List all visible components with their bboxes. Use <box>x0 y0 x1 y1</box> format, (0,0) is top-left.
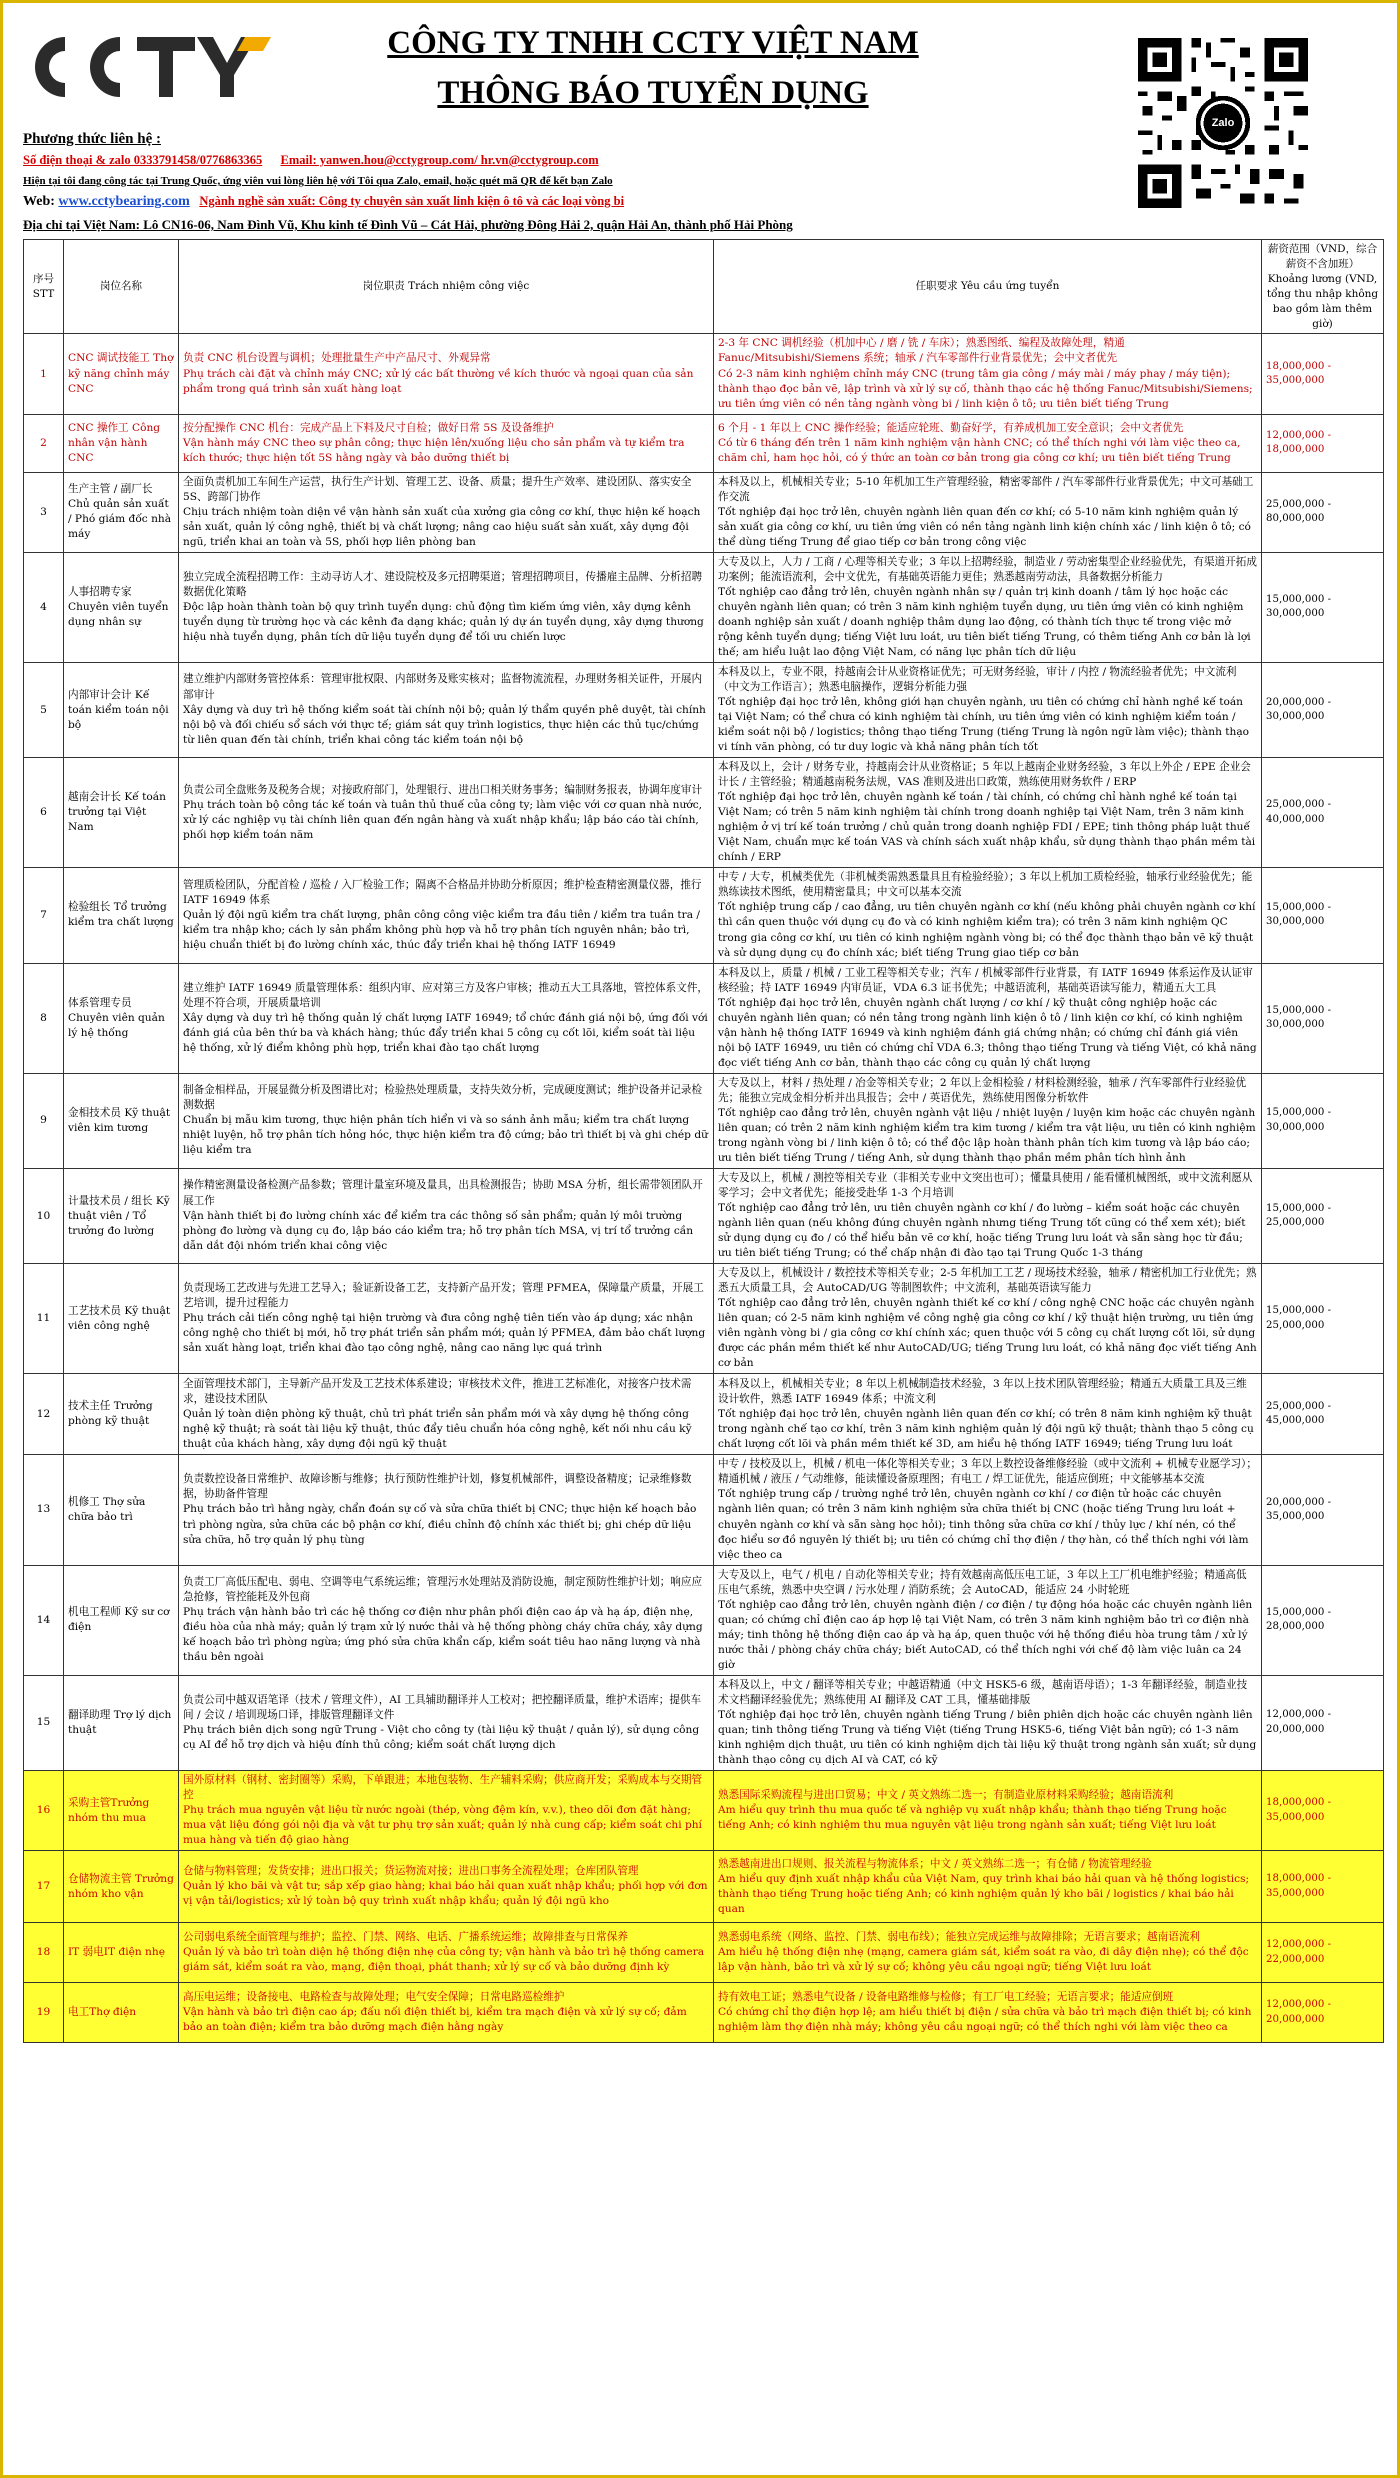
position-name: 翻译助理 Trợ lý dịch thuật <box>68 1708 172 1736</box>
ccty-logo <box>25 31 275 103</box>
requirements-chinese: 大专及以上，机械 / 测控等相关专业（非相关专业中文突出也可）；懂量具使用 / 能看懂机械图纸，或中文流利愿从零学习；会中文者优先；能接受赴华 1-3 个月培训 <box>718 1171 1253 1199</box>
duty-chinese: 负责公司中越双语笔译（技术 / 管理文件），AI 工具辅助翻译并人工校对；把控翻译质量，维护术语库；提供车间 / 会议 / 培训现场口译，排版管理翻译文件 <box>183 1693 702 1721</box>
cell-duty <box>179 963 714 1073</box>
duty-vietnamese: Chuẩn bị mẫu kim tương, thực hiện phân tích hiển vi và so sánh ảnh mẫu; kiểm tra chất lượng nhiệt luyện, hỗ trợ phân tích hỏng hóc, thực hiện kiểm tra độ cứng; bảo trì thiết bị và ghi chép dữ liệu kiểm tra <box>183 1114 708 1157</box>
salary-range: 15,000,000 - 30,000,000 <box>1266 1004 1332 1031</box>
row-number: 15 <box>36 1716 51 1729</box>
phone-zalo[interactable]: Số điện thoại & zalo 0333791458/0776863365 <box>23 153 263 167</box>
cell-duty <box>179 1455 714 1565</box>
requirements-chinese: 大专及以上，人力 / 工商 / 心理等相关专业；3 年以上招聘经验，制造业 / 劳动密集型企业经验优先，有渠道开拓成功案例；能流语流利，会中文优先，有基础英语能力更佳；熟悉越南劳动法，具备数据分析能力 <box>718 555 1257 583</box>
duty-chinese: 公司弱电系统全面管理与维护；监控、门禁、网络、电话、广播系统运维；故障排查与日常保养 <box>183 1931 628 1944</box>
requirements-chinese: 本科及以上，专业不限，持越南会计从业资格证优先；可无财务经验，审计 / 内控 / 物流经验者优先；中文流利（中文为工作语言）；熟悉电脑操作，逻辑分析能力强 <box>718 665 1237 693</box>
row-number: 13 <box>36 1503 51 1516</box>
cell-position <box>64 1923 179 1983</box>
cell-requirements <box>714 1675 1262 1770</box>
cell-requirements <box>714 1073 1262 1168</box>
cell-salary <box>1262 1675 1384 1770</box>
requirements-vietnamese: Tốt nghiệp đại học trở lên, chuyên ngành tiếng Trung / biên phiên dịch hoặc các chuyên ngành liên quan; tinh thông tiếng Trung và tiếng Việt (tiếng Trung HSK5-6, tiếng Việt bản ngữ); có 1-3 năm kinh nghiệm dịch thuật, ưu tiên có kinh nghiệm dịch tài liệu kỹ thuật trong ngành sản xuất; sử dụng thành thạo công cụ dịch AI và CAT, có kỹ <box>718 1708 1257 1766</box>
salary-range: 20,000,000 - 35,000,000 <box>1266 1496 1332 1522</box>
table-row <box>24 1073 1384 1168</box>
cell-position <box>64 552 179 662</box>
position-name: 采购主管Trưởng nhóm thu mua <box>68 1796 150 1824</box>
cell-salary <box>1262 552 1384 662</box>
salary-range: 15,000,000 - 30,000,000 <box>1266 593 1332 620</box>
duty-chinese: 操作精密测量设备检测产品参数；管理计量室环境及量具，出具检测报告；协助 MSA 分析，组长需带领团队开展工作 <box>183 1179 703 1207</box>
requirements-vietnamese: Tốt nghiệp cao đẳng trở lên, chuyên ngành vật liệu / nhiệt luyện / luyện kim hoặc các chuyên ngành liên quan; có trên 2 năm kinh nghiệm kiểm tra kim tương / kiểm tra vật liệu, ưu tiên có kinh nghiệm trong ngành vòng bi / linh kiện ô tô; có thể độc lập hoàn thành phân tích kim tương và lập báo cáo; ưu tiên biết tiếng Trung / tiếng Anh, sử dụng thành thạo phần mềm phân tích hình ảnh <box>718 1106 1256 1164</box>
cell-requirements <box>714 552 1262 662</box>
position-name: 检验组长 Tổ trưởng kiểm tra chất lượng <box>68 901 174 929</box>
cell-stt <box>24 1264 64 1374</box>
requirements-chinese: 大专及以上，电气 / 机电 / 自动化等相关专业；持有效越南高低压电工证，3 年以上工厂机电维护经验；精通高低压电气系统，熟悉中央空调 / 污水处理 / 消防系统；会 AutoCAD，能适应 24 小时轮班 <box>718 1568 1247 1596</box>
cell-duty <box>179 1675 714 1770</box>
table-row <box>24 1168 1384 1263</box>
row-number: 8 <box>40 1011 47 1024</box>
duty-vietnamese: Phụ trách cải tiến công nghệ tại hiện trường và đưa công nghệ tiên tiến vào áp dụng; xác nhận công nghệ cho thiết bị mới, hỗ trợ phát triển sản phẩm mới; quản lý PFMEA, đảm bảo chất lượng sản xuất hàng loạt, triển khai đào tạo công nghệ, nâng cao năng lực quá trình <box>183 1312 706 1355</box>
cell-stt <box>24 472 64 552</box>
ccty-logo-graphic <box>25 31 275 103</box>
requirements-vietnamese: Am hiểu hệ thống điện nhẹ (mạng, camera giám sát, kiểm soát ra vào, đi dây điện nhẹ); có thể độc lập vận hành, bảo trì và xử lý sự cố; không yêu cầu ngoại ngữ; tiếng Việt lưu loát <box>718 1946 1249 1974</box>
duty-vietnamese: Xây dựng và duy trì hệ thống quản lý chất lượng IATF 16949; tổ chức đánh giá nội bộ, ứng đối với đánh giá của bên thứ ba và khách hàng; thúc đẩy triển khai 5 công cụ cốt lõi, kiểm soát tài liệu hệ thống, xử lý điểm không phù hợp, triển khai đào tạo chất lượng <box>183 1011 708 1054</box>
cell-requirements <box>714 1264 1262 1374</box>
row-number: 7 <box>40 908 47 921</box>
cell-stt <box>24 758 64 868</box>
duty-vietnamese: Độc lập hoàn thành toàn bộ quy trình tuyển dụng: chủ động tìm kiếm ứng viên, xây dựng kênh tuyển dụng từ trường học và các kênh đa dạng khác; quản lý dự án tuyển dụng, xây dựng thương hiệu nhà tuyển dụng, phân tích dữ liệu tuyển dụng để tối ưu chiến lược <box>183 600 704 643</box>
duty-chinese: 负责公司全盘账务及税务合规；对接政府部门，处理银行、进出口相关财务事务；编制财务报表，协调年度审计 <box>183 783 703 796</box>
requirements-chinese: 本科及以上，机械相关专业；5-10 年机加工生产管理经验，精密零部件 / 汽车零部件行业背景优先；中文可基础工作交流 <box>718 475 1254 503</box>
duty-chinese: 高压电运维；设备接电、电路检查与故障处理；电气安全保障；日常电路巡检维护 <box>183 1991 565 2004</box>
cell-position <box>64 1851 179 1923</box>
cell-duty <box>179 1374 714 1455</box>
cell-salary <box>1262 758 1384 868</box>
cell-requirements <box>714 1168 1262 1263</box>
cell-requirements <box>714 1374 1262 1455</box>
table-row <box>24 662 1384 757</box>
table-row <box>24 1374 1384 1455</box>
cell-position <box>64 1983 179 2043</box>
cell-duty <box>179 414 714 472</box>
address: Địa chỉ tại Việt Nam: Lô CN16-06, Nam Đình Vũ, Khu kinh tế Đình Vũ – Cát Hải, phường Đông Hải 2, quận Hải An, thành phố Hải Phòng <box>23 217 793 232</box>
requirements-chinese: 中专 / 大专，机械类优先（非机械类需熟悉量具且有检验经验）；3 年以上机加工质检经验，轴承行业经验优先；能熟练读技术图纸，使用精密量具；中文可以基本交流 <box>718 871 1253 899</box>
cell-duty <box>179 758 714 868</box>
cell-duty <box>179 334 714 414</box>
requirements-vietnamese: Am hiểu quy trình thu mua quốc tế và nghiệp vụ xuất nhập khẩu; thành thạo tiếng Trung hoặc tiếng Anh; có kinh nghiệm thu mua nguyên vật liệu trong ngành sản xuất; tiếng Việt lưu loát <box>718 1804 1227 1832</box>
cell-position <box>64 662 179 757</box>
cell-stt <box>24 868 64 963</box>
website-link[interactable]: www.cctybearing.com <box>58 194 190 209</box>
duty-chinese: 国外原材料（钢材、密封圈等）采购，下单跟进；本地包装物、生产辅料采购；供应商开发；采购成本与交期管控 <box>183 1774 703 1802</box>
cell-salary <box>1262 1073 1384 1168</box>
requirements-vietnamese: Tốt nghiệp đại học trở lên, chuyên ngành liên quan đến cơ khí; có 5-10 năm kinh nghiệm quản lý sản xuất gia công cơ khí, ưu tiên ứng viên có nền tảng ngành linh kiện chính xác / linh kiện ô tô; có thể dùng tiếng Trung để giao tiếp cơ bản trong công việc <box>718 505 1251 548</box>
cell-stt <box>24 1073 64 1168</box>
cell-stt <box>24 334 64 414</box>
cell-stt <box>24 1374 64 1455</box>
web-label: Web: <box>23 194 55 209</box>
duty-chinese: 全面负责机加工车间生产运营，执行生产计划、管理工艺、设备、质量；提升生产效率、建设团队、落实安全 5S、跨部门协作 <box>183 475 692 503</box>
header-name: 岗位名称 <box>64 240 179 334</box>
position-name: 仓储物流主管 Trưởng nhóm kho vận <box>68 1872 174 1900</box>
job-table-body <box>24 334 1384 2043</box>
position-name: 越南会计长 Kế toán trưởng tại Việt Nam <box>68 791 166 834</box>
salary-range: 15,000,000 - 30,000,000 <box>1266 901 1332 928</box>
table-row <box>24 334 1384 414</box>
row-number: 6 <box>40 806 47 819</box>
cell-requirements <box>714 1923 1262 1983</box>
table-row <box>24 758 1384 868</box>
duty-vietnamese: Phụ trách toàn bộ công tác kế toán và tuân thủ thuế của công ty; làm việc với cơ quan nhà nước, xử lý các nghiệp vụ tài chính liên quan đến ngân hàng và xuất nhập khẩu; lập báo cáo tài chính, phối hợp kiểm toán năm <box>183 798 703 841</box>
company-title: CÔNG TY TNHH CCTY VIỆT NAM <box>387 25 919 61</box>
row-number: 3 <box>40 505 47 518</box>
duty-chinese: 负责现场工艺改进与先进工艺导入；验证新设备工艺，支持新产品开发；管理 PFMEA，保障量产质量，开展工艺培训，提升过程能力 <box>183 1282 704 1310</box>
salary-range: 12,000,000 - 22,000,000 <box>1266 1939 1332 1965</box>
table-row <box>24 1565 1384 1675</box>
table-row <box>24 1675 1384 1770</box>
cell-stt <box>24 1923 64 1983</box>
header-stt: 序号 STT <box>24 240 64 334</box>
position-name: 计量技术员 / 组长 Kỹ thuật viên / Tổ trưởng đo lường <box>68 1194 170 1237</box>
salary-range: 25,000,000 - 80,000,000 <box>1266 498 1332 525</box>
requirements-vietnamese: Tốt nghiệp trung cấp / trường nghề trở lên, chuyên ngành cơ khí / cơ điện tử hoặc các chuyên ngành liên quan; có trên 3 năm kinh nghiệm sửa chữa thiết bị CNC (hoặc tiếng Trung lưu loát + chuyên ngành cơ khí và sẵn sàng học hỏi); tinh thông sửa chữa cơ khí / thủy lực / khí nén, có thể đọc hiểu sơ đồ nguyên lý thiết bị; ưu tiên có chứng chỉ thợ điện / thợ hàn, có thể thích nghi với làm việc theo ca <box>718 1488 1249 1561</box>
cell-salary <box>1262 472 1384 552</box>
cell-duty <box>179 1983 714 2043</box>
position-name: 机修工 Thợ sửa chữa bảo trì <box>68 1495 146 1523</box>
duty-vietnamese: Phụ trách cài đặt và chỉnh máy CNC; xử lý các bất thường về kích thước và ngoại quan của sản phẩm trong quá trình sản xuất hàng loạt <box>183 367 694 395</box>
web-line <box>23 194 624 210</box>
cell-salary <box>1262 1374 1384 1455</box>
cell-stt <box>24 1851 64 1923</box>
duty-chinese: 管理质检团队，分配首检 / 巡检 / 入厂检验工作；隔离不合格品并协助分析原因；维护检查精密测量仪器，推行 IATF 16949 体系 <box>183 878 702 906</box>
cell-salary <box>1262 662 1384 757</box>
cell-duty <box>179 472 714 552</box>
row-number: 5 <box>40 703 47 716</box>
cell-requirements <box>714 1565 1262 1675</box>
position-name: 体系管理专员 Chuyên viên quản lý hệ thống <box>68 996 165 1039</box>
cell-salary <box>1262 1923 1384 1983</box>
table-row <box>24 1983 1384 2043</box>
job-table-wrap <box>23 239 1383 2043</box>
cell-duty <box>179 1168 714 1263</box>
cell-position <box>64 1771 179 1851</box>
table-header-row <box>24 240 1384 334</box>
duty-chinese: 仓储与物料管理；发货安排；进出口报关；货运物流对接；进出口事务全流程处理；仓库团队管理 <box>183 1865 639 1878</box>
row-number: 14 <box>36 1613 51 1626</box>
requirements-vietnamese: Tốt nghiệp cao đẳng trở lên, chuyên ngành thiết kế cơ khí / công nghệ CNC hoặc các chuyên ngành liên quan; có 2-5 năm kinh nghiệm về công nghệ gia công cơ khí / kỹ thuật hiện trường, ưu tiên ứng viên ngành vòng bi / gia công cơ khí chính xác; quen thuộc với 5 công cụ chất lượng cốt lõi, sử dụng được các phần mềm thiết kế như AutoCAD/UG; tiếng Trung lưu loát, có khả năng đọc viết tiếng Anh cơ bản <box>718 1297 1257 1370</box>
salary-range: 15,000,000 - 28,000,000 <box>1266 1606 1332 1633</box>
cell-position <box>64 1565 179 1675</box>
contact-heading: Phương thức liên hệ : <box>23 131 161 147</box>
industry-text: Ngành nghề sản xuất: Công ty chuyên sản xuất linh kiện ô tô và các loại vòng bi <box>199 194 625 208</box>
row-number: 19 <box>36 2006 51 2019</box>
position-name: CNC 操作工 Công nhân vận hành CNC <box>68 421 161 464</box>
notice-title: THÔNG BÁO TUYỂN DỤNG <box>437 75 869 111</box>
table-row <box>24 1851 1384 1923</box>
cell-stt <box>24 963 64 1073</box>
duty-vietnamese: Phụ trách mua nguyên vật liệu từ nước ngoài (thép, vòng đệm kín, v.v.), theo dõi đơn đặt hàng; mua vật liệu đóng gói nội địa và vật tư phụ trợ sản xuất; quản lý nhà cung cấp; kiểm soát chi phí mua hàng và tiến độ giao hàng <box>183 1804 702 1847</box>
duty-chinese: 负责工厂高低压配电、弱电、空调等电气系统运维；管理污水处理站及消防设施，制定预防性维护计划；响应应急抢修，管控能耗及外包商 <box>183 1576 703 1604</box>
duty-vietnamese: Vận hành thiết bị đo lường chính xác để kiểm tra các thông số sản phẩm; quản lý môi trường phòng đo lường và dụng cụ đo, lập báo cáo kiểm tra; hỗ trợ phân tích MSA, vị trí tổ trưởng cần dẫn dắt đội nhóm triển khai công việc <box>183 1209 694 1252</box>
duty-vietnamese: Quản lý và bảo trì toàn diện hệ thống điện nhẹ của công ty; vận hành và bảo trì hệ thống camera giám sát, kiểm soát ra vào, mạng, điện thoại, phát thanh; xử lý sự cố và bảo dưỡng định kỳ <box>183 1946 705 1974</box>
cell-position <box>64 1168 179 1263</box>
position-name: CNC 调试技能工 Thợ kỹ năng chỉnh máy CNC <box>68 352 174 395</box>
table-row <box>24 1923 1384 1983</box>
cell-requirements <box>714 963 1262 1073</box>
position-name: 金相技术员 Kỹ thuật viên kim tương <box>68 1106 171 1134</box>
requirements-vietnamese: Tốt nghiệp cao đẳng trở lên, ưu tiên chuyên ngành cơ khí / đo lường – kiểm soát hoặc các chuyên ngành liên quan (nếu không đúng chuyên ngành nhưng tiếng Trung tốt cũng có thể xem xét); biết sử dụng dụng cụ đo / có thể hiểu bản vẽ cơ khí, hoặc tiếng Trung lưu loát và sẵn sàng học từ đầu; ưu tiên biết tiếng Trung; có thể chấp nhận đi đào tạo tại Trung Quốc 1-3 tháng <box>718 1202 1246 1260</box>
salary-range: 18,000,000 - 35,000,000 <box>1266 1797 1332 1823</box>
requirements-vietnamese: Tốt nghiệp cao đẳng trở lên, chuyên ngành nhân sự / quản trị kinh doanh / tâm lý học hoặc các chuyên ngành liên quan; có trên 3 năm kinh nghiệm tuyển dụng, ưu tiên ứng viên có kinh nghiệm doanh nghiệp sản xuất / doanh nghiệp thâm dụng lao động, có thành tích thực tế trong việc mở rộng kênh tuyển dụng; tiếng Việt lưu loát, ưu tiên biết tiếng Trung, có thêm tiếng Anh cơ bản là lợi thế; am hiểu luật lao động Việt Nam, có năng lực phân tích dữ liệu <box>718 585 1251 658</box>
salary-range: 20,000,000 - 30,000,000 <box>1266 696 1332 723</box>
row-number: 1 <box>40 367 47 380</box>
requirements-vietnamese: Tốt nghiệp cao đẳng trở lên, chuyên ngành điện / cơ điện / tự động hóa hoặc các chuyên ngành liên quan; có chứng chỉ điện cao áp hợp lệ tại Việt Nam, có trên 3 năm kinh nghiệm bảo trì cơ điện nhà máy; tinh thông hệ thống điện cao áp và hạ áp, quen thuộc với hệ thống điều hòa trung tâm / xử lý nước thải / phòng cháy chữa cháy; biết AutoCAD, có thể thích nghi với chế độ làm việc luân ca 24 giờ <box>718 1598 1253 1671</box>
duty-vietnamese: Xây dựng và duy trì hệ thống kiểm soát tài chính nội bộ; quản lý thẩm quyền phê duyệt, tài chính nội bộ và đối chiếu sổ sách với thực tế; giám sát quy trình logistics, thực hiện các thủ tục/chứng từ liên quan đến tài chính, triển khai công tác kiểm toán nội bộ <box>183 703 706 746</box>
cell-stt <box>24 1771 64 1851</box>
requirements-vietnamese: Có chứng chỉ thợ điện hợp lệ; am hiểu thiết bị điện / sửa chữa và bảo trì mạch điện thiết bị; có kinh nghiệm làm thợ điện nhà máy; không yêu cầu ngoại ngữ; có thể thích nghi với làm việc theo ca <box>718 2006 1252 2034</box>
cell-requirements <box>714 758 1262 868</box>
requirements-vietnamese: Có 2-3 năm kinh nghiệm chỉnh máy CNC (trung tâm gia công / máy mài / máy phay / máy tiện); thành thạo đọc bản vẽ, lập trình và xử lý sự cố, thành thạo các hệ thống Fanuc/Mitsubishi/Siemens; ưu tiên ứng viên có nền tảng ngành vòng bi / linh kiện ô tô; ưu tiên biết tiếng Trung <box>718 367 1253 410</box>
cell-duty <box>179 1565 714 1675</box>
requirements-chinese: 熟悉越南进出口规则、报关流程与物流体系；中文 / 英文熟练二选一；有仓储 / 物流管理经验 <box>718 1857 1152 1870</box>
contact-line <box>23 153 599 168</box>
salary-range: 12,000,000 - 18,000,000 <box>1266 429 1332 456</box>
cell-stt <box>24 1168 64 1263</box>
requirements-vietnamese: Có từ 6 tháng đến trên 1 năm kinh nghiệm vận hành CNC; có thể thích nghi với làm việc theo ca, chăm chỉ, ham học hỏi, có ý thức an toàn cơ bản trong gia công cơ khí; ưu tiên biết tiếng Trung <box>718 436 1241 464</box>
cell-stt <box>24 414 64 472</box>
duty-chinese: 全面管理技术部门，主导新产品开发及工艺技术体系建设；审核技术文件，推进工艺标准化，对接客户技术需求，建设技术团队 <box>183 1377 692 1405</box>
cell-salary <box>1262 963 1384 1073</box>
duty-chinese: 独立完成全流程招聘工作：主动寻访人才、建设院校及多元招聘渠道；管理招聘项目，传播雇主品牌、分析招聘数据优化策略 <box>183 570 703 598</box>
duty-chinese: 建立维护内部财务管控体系：管理审批权限、内部财务及账实核对；监督物流流程，办理财务相关证件，开展内部审计 <box>183 673 703 701</box>
cell-duty <box>179 662 714 757</box>
requirements-chinese: 本科及以上，机械相关专业；8 年以上机械制造技术经验，3 年以上技术团队管理经验；精通五大质量工具及三维设计软件，熟悉 IATF 16949 体系；中流文利 <box>718 1377 1247 1405</box>
cell-salary <box>1262 1851 1384 1923</box>
position-name: 机电工程师 Kỹ sư cơ điện <box>68 1606 170 1634</box>
cell-stt <box>24 1455 64 1565</box>
cell-stt <box>24 552 64 662</box>
cell-position <box>64 1455 179 1565</box>
job-table <box>23 239 1384 2043</box>
duty-vietnamese: Phụ trách bảo trì hằng ngày, chẩn đoán sự cố và sửa chữa thiết bị CNC; thực hiện kế hoạch bảo trì phòng ngừa, sửa chữa các bộ phận cơ khí, điều chỉnh độ chính xác thiết bị; ghi chép dữ liệu sửa chữa, hỗ trợ quản lý phụ tùng <box>183 1503 697 1546</box>
row-number: 2 <box>40 436 47 449</box>
cell-duty <box>179 1771 714 1851</box>
cell-requirements <box>714 1851 1262 1923</box>
cell-position <box>64 868 179 963</box>
cell-requirements <box>714 868 1262 963</box>
cell-position <box>64 472 179 552</box>
row-number: 16 <box>36 1804 51 1817</box>
duty-chinese: 建立维护 IATF 16949 质量管理体系：组织内审、应对第三方及客户审核；推动五大工具落地，管控体系文件，处理不符合项，开展质量培训 <box>183 981 709 1009</box>
cell-requirements <box>714 1983 1262 2043</box>
cell-requirements <box>714 1455 1262 1565</box>
cell-stt <box>24 1565 64 1675</box>
duty-vietnamese: Quản lý toàn diện phòng kỹ thuật, chủ trì phát triển sản phẩm mới và xây dựng hệ thống công nghệ kỹ thuật; rà soát tài liệu kỹ thuật, thúc đẩy tiêu chuẩn hóa công nghệ, kết nối nhu cầu kỹ thuật của khách hàng, xây dựng đội ngũ kỹ thuật <box>183 1407 692 1450</box>
cell-salary <box>1262 1983 1384 2043</box>
cell-position <box>64 963 179 1073</box>
table-row <box>24 868 1384 963</box>
duty-chinese: 负责 CNC 机台设置与调机；处理批量生产中产品尺寸、外观异常 <box>183 352 491 365</box>
row-number: 10 <box>36 1209 51 1222</box>
cell-duty <box>179 1264 714 1374</box>
position-name: 工艺技术员 Kỹ thuật viên công nghệ <box>68 1304 171 1332</box>
position-name: 技术主任 Trưởng phòng kỹ thuật <box>68 1400 153 1428</box>
cell-position <box>64 1073 179 1168</box>
salary-range: 18,000,000 - 35,000,000 <box>1266 360 1332 387</box>
cell-stt <box>24 662 64 757</box>
cell-requirements <box>714 472 1262 552</box>
row-number: 12 <box>36 1407 51 1420</box>
duty-vietnamese: Quản lý kho bãi và vật tư; sắp xếp giao hàng; khai báo hải quan xuất nhập khẩu; phối hợp với đơn vị vận tải/logistics; xử lý toàn bộ quy trình xuất nhập khẩu; quản lý đội ngũ kho <box>183 1880 708 1908</box>
salary-range: 15,000,000 - 25,000,000 <box>1266 1305 1332 1331</box>
position-name: 生产主管 / 副厂长 Chủ quản sản xuất / Phó giám đốc nhà máy <box>68 483 172 541</box>
table-row <box>24 1771 1384 1851</box>
duty-vietnamese: Vận hành và bảo trì điện cao áp; đấu nối điện thiết bị, kiểm tra mạch điện và xử lý sự cố; đảm bảo an toàn điện; kiểm tra bảo dưỡng mạch điện hằng ngày <box>183 2006 687 2034</box>
cell-requirements <box>714 334 1262 414</box>
row-number: 9 <box>40 1114 47 1127</box>
table-row <box>24 552 1384 662</box>
salary-range: 15,000,000 - 30,000,000 <box>1266 1107 1332 1133</box>
cell-salary <box>1262 334 1384 414</box>
duty-chinese: 按分配操作 CNC 机台：完成产品上下料及尺寸自检；做好日常 5S 及设备维护 <box>183 421 554 434</box>
cell-duty <box>179 1923 714 1983</box>
cell-salary <box>1262 414 1384 472</box>
table-row <box>24 472 1384 552</box>
requirements-chinese: 本科及以上，中文 / 翻译等相关专业；中越语精通（中文 HSK5-6 级，越南语母语）；1-3 年翻译经验，制造业技术文档翻译经验优先；熟练使用 AI 翻译及 CAT 工具，懂基础排版 <box>718 1678 1248 1706</box>
cell-salary <box>1262 1264 1384 1374</box>
duty-chinese: 制备金相样品，开展显微分析及图谱比对；检验热处理质量，支持失效分析，完成硬度测试；维护设备并记录检测数据 <box>183 1084 703 1112</box>
cell-salary <box>1262 1565 1384 1675</box>
requirements-vietnamese: Tốt nghiệp đại học trở lên, chuyên ngành chất lượng / cơ khí / kỹ thuật công nghiệp hoặc các chuyên ngành liên quan; có nền tảng trong ngành linh kiện ô tô / linh kiện cơ khí, có kinh nghiệm vận hành hệ thống IATF 16949 và kinh nghiệm đánh giá chứng nhận; có chứng chỉ đánh giá viên nội bộ IATF 16949, ưu tiên có chứng chỉ VDA 6.3; thông thạo tiếng Trung và tiếng Việt, có khả năng đọc viết tiếng Anh cơ bản, thành thạo các công cụ quản lý chất lượng <box>718 996 1257 1069</box>
duty-vietnamese: Chịu trách nhiệm toàn diện về vận hành sản xuất của xưởng gia công cơ khí, thực hiện kế hoạch sản xuất, quản lý công nghệ, thiết bị và chất lượng; nâng cao hiệu suất sản xuất, xây dựng đội ngũ, triển khai an toàn và 5S, phối hợp liên phòng ban <box>183 505 701 548</box>
cell-duty <box>179 552 714 662</box>
cell-position <box>64 758 179 868</box>
duty-vietnamese: Phụ trách biên dịch song ngữ Trung - Việt cho công ty (tài liệu kỹ thuật / quản lý), sử dụng công cụ AI để hỗ trợ dịch và hiệu đính thủ công; kiểm soát chất lượng dịch <box>183 1723 700 1751</box>
requirements-vietnamese: Tốt nghiệp đại học trở lên, chuyên ngành kế toán / tài chính, có chứng chỉ hành nghề kế toán tại Việt Nam; có trên 5 năm kinh nghiệm tài chính trong doanh nghiệp tại Việt Nam, trên 3 năm kinh nghiệm ở vị trí kế toán trưởng / chủ quản trong doanh nghiệp FDI / EPE; tinh thông pháp luật thuế Việt Nam, chuẩn mực kế toán VAS và chính sách xuất nhập khẩu, sử dụng thành thạo phần mềm tài chính / ERP <box>718 791 1256 864</box>
requirements-vietnamese: Tốt nghiệp đại học trở lên, chuyên ngành liên quan đến cơ khí; có trên 8 năm kinh nghiệm kỹ thuật trong ngành chế tạo cơ khí, trên 3 năm kinh nghiệm quản lý đội ngũ kỹ thuật; thành thạo 5 công cụ chất lượng cốt lõi và phần mềm thiết kế 3D, am hiểu hệ thống IATF 16949; tiếng Trung lưu loát <box>718 1407 1254 1450</box>
position-name: IT 弱电IT điện nhẹ <box>68 1946 165 1959</box>
requirements-vietnamese: Am hiểu quy định xuất nhập khẩu của Việt Nam, quy trình khai báo hải quan và hệ thống logistics; thành thạo tiếng Trung hoặc tiếng Anh; có kinh nghiệm quản lý kho bãi / logistics / khai báo hải quan <box>718 1872 1250 1915</box>
requirements-chinese: 熟悉弱电系统（网络、监控、门禁、弱电布线）；能独立完成运维与故障排除；无语言要求；越南语流利 <box>718 1931 1201 1944</box>
cell-position <box>64 334 179 414</box>
salary-range: 12,000,000 - 20,000,000 <box>1266 1999 1332 2025</box>
cell-requirements <box>714 414 1262 472</box>
salary-range: 25,000,000 - 45,000,000 <box>1266 1400 1332 1427</box>
cell-duty <box>179 1073 714 1168</box>
requirements-chinese: 6 个月 - 1 年以上 CNC 操作经验；能适应轮班、勤奋好学，有养成机加工安全意识；会中文者优先 <box>718 421 1184 434</box>
duty-chinese: 负责数控设备日常维护、故障诊断与维修；执行预防性维护计划，修复机械部件，调整设备精度；记录维修数据，协助备件管理 <box>183 1473 692 1501</box>
zalo-qr-code[interactable] <box>1133 33 1313 213</box>
salary-range: 12,000,000 - 20,000,000 <box>1266 1709 1332 1735</box>
cell-salary <box>1262 1168 1384 1263</box>
table-row <box>24 963 1384 1073</box>
cell-salary <box>1262 868 1384 963</box>
cell-stt <box>24 1675 64 1770</box>
salary-range: 18,000,000 - 35,000,000 <box>1266 1873 1332 1899</box>
cell-position <box>64 1374 179 1455</box>
cell-requirements <box>714 662 1262 757</box>
position-name: 电工Thợ điện <box>68 2006 137 2019</box>
duty-vietnamese: Vận hành máy CNC theo sự phân công; thực hiện lên/xuống liệu cho sản phẩm và tự kiểm tra kích thước; thực hiện tốt 5S hằng ngày và bảo dưỡng thiết bị <box>183 436 685 464</box>
salary-range: 25,000,000 - 40,000,000 <box>1266 799 1332 825</box>
requirements-chinese: 大专及以上，材料 / 热处理 / 冶金等相关专业；2 年以上金相检验 / 材料检测经验，轴承 / 汽车零部件行业经验优先；能独立完成金相分析并出具报告；会中 / 英语优先，熟练使用图像分析软件 <box>718 1076 1247 1104</box>
contact-note: Hiện tại tôi đang công tác tại Trung Quốc, ứng viên vui lòng liên hệ với Tôi qua Zalo, email, hoặc quét mã QR để kết bạn Zalo <box>23 175 613 187</box>
table-row <box>24 414 1384 472</box>
requirements-chinese: 2-3 年 CNC 调机经验（机加中心 / 磨 / 铣 / 车床）；熟悉图纸、编程及故障处理，精通 Fanuc/Mitsubishi/Siemens 系统；轴承 / 汽车零部件行业背景优先；会中文者优先 <box>718 337 1125 365</box>
requirements-chinese: 本科及以上，会计 / 财务专业，持越南会计从业资格证；5 年以上越南企业财务经验，3 年以上外企 / EPE 企业会计长 / 主管经验；精通越南税务法规，VAS 准则及进出口政策，熟练使用财务软件 / ERP <box>718 761 1251 789</box>
requirements-chinese: 本科及以上，质量 / 机械 / 工业工程等相关专业；汽车 / 机械零部件行业背景，有 IATF 16949 体系运作及认证审核经验；持 IATF 16949 内审员证，VDA 6.3 证书优先；中越语流利，基础英语读写能力，精通五大工具 <box>718 966 1253 994</box>
cell-requirements <box>714 1771 1262 1851</box>
cell-position <box>64 1264 179 1374</box>
cell-duty <box>179 868 714 963</box>
cell-stt <box>24 1983 64 2043</box>
requirements-chinese: 熟悉国际采购流程与进出口贸易；中文 / 英文熟练二选一；有制造业原材料采购经验；越南语流利 <box>718 1789 1174 1802</box>
header-duty: 岗位职责 Trách nhiệm công việc <box>179 240 714 334</box>
salary-range: 15,000,000 - 25,000,000 <box>1266 1202 1332 1229</box>
requirements-chinese: 大专及以上，机械设计 / 数控技术等相关专业；2-5 年机加工工艺 / 现场技术经验，轴承 / 精密机加工行业优先；熟悉五大质量工具，会 AutoCAD/UG 等制图软件；中文流利，基础英语读写能力 <box>718 1267 1257 1295</box>
table-row <box>24 1264 1384 1374</box>
duty-vietnamese: Quản lý đội ngũ kiểm tra chất lượng, phân công công việc kiểm tra đầu tiên / kiểm tra tuần tra / kiểm tra nhập kho; cách ly sản phẩm không phù hợp và hỗ trợ phân tích nguyên nhân; bảo trì, hiệu chuẩn thiết bị đo lường chính xác, thúc đẩy triển khai hệ thống IATF 16949 <box>183 908 700 952</box>
table-row <box>24 1455 1384 1565</box>
requirements-vietnamese: Tốt nghiệp đại học trở lên, không giới hạn chuyên ngành, ưu tiên có chứng chỉ hành nghề kế toán tại Việt Nam; có thể chưa có kinh nghiệm tài chính, ưu tiên ứng viên có kinh nghiệm kiểm toán / kiểm soát nội bộ / logistics; thông thạo tiếng Trung (tiếng Trung là ngôn ngữ làm việc); thành thạo vi tính văn phòng, có tư duy logic và khả năng phân tích tốt <box>718 696 1250 754</box>
header <box>3 3 1397 213</box>
zalo-badge: Zalo <box>1211 117 1235 129</box>
position-name: 人事招聘专家 Chuyên viên tuyển dụng nhân sự <box>68 585 169 628</box>
header-salary: 薪资范围（VND，综合薪资不含加班）Khoảng lương (VND, tổng thu nhập không bao gồm làm thêm giờ) <box>1262 240 1384 334</box>
row-number: 17 <box>36 1880 51 1893</box>
row-number: 4 <box>40 600 47 613</box>
cell-duty <box>179 1851 714 1923</box>
duty-vietnamese: Phụ trách vận hành bảo trì các hệ thống cơ điện như phân phối điện cao áp và hạ áp, điện nhẹ, điều hòa của nhà máy; quản lý trạm xử lý nước thải và hệ thống phòng cháy chữa cháy, xây dựng kế hoạch bảo trì phòng ngừa; ứng phó sửa chữa khẩn cấp, kiểm soát tiêu hao năng lượng và nhà thầu bên ngoài <box>183 1606 703 1664</box>
cell-position <box>64 414 179 472</box>
cell-salary <box>1262 1455 1384 1565</box>
requirements-chinese: 中专 / 技校及以上，机械 / 机电一体化等相关专业；3 年以上数控设备维修经验（或中文流利 + 机械专业愿学习）；精通机械 / 液压 / 气动维修，能读懂设备原理图；有电工 / 焊工证优先，能适应倒班；中文能够基本交流 <box>718 1458 1257 1486</box>
row-number: 11 <box>36 1312 51 1325</box>
requirements-vietnamese: Tốt nghiệp trung cấp / cao đẳng, ưu tiên chuyên ngành cơ khí (nếu không phải chuyên ngành cơ khí thì cần quen thuộc với dụng cụ đo và có kinh nghiệm kiểm tra); có trên 3 năm kinh nghiệm QC trong gia công cơ khí, ưu tiên có kinh nghiệm ngành vòng bi; có thể đọc thành thạo bản vẽ kỹ thuật và sử dụng dụng cụ đo chính xác; biết tiếng Trung giao tiếp cơ bản <box>718 901 1256 959</box>
email-link[interactable]: Email: yanwen.hou@cctygroup.com/ hr.vn@cctygroup.com <box>280 153 599 167</box>
cell-position <box>64 1675 179 1770</box>
cell-salary <box>1262 1771 1384 1851</box>
position-name: 内部审计会计 Kế toán kiểm toán nội bộ <box>68 688 169 731</box>
requirements-chinese: 持有效电工证；熟悉电气设备 / 设备电路维修与检修；有工厂电工经验；无语言要求；能适应倒班 <box>718 1991 1174 2004</box>
header-requirements: 任职要求 Yêu cầu ứng tuyển <box>714 240 1262 334</box>
row-number: 18 <box>36 1946 51 1959</box>
